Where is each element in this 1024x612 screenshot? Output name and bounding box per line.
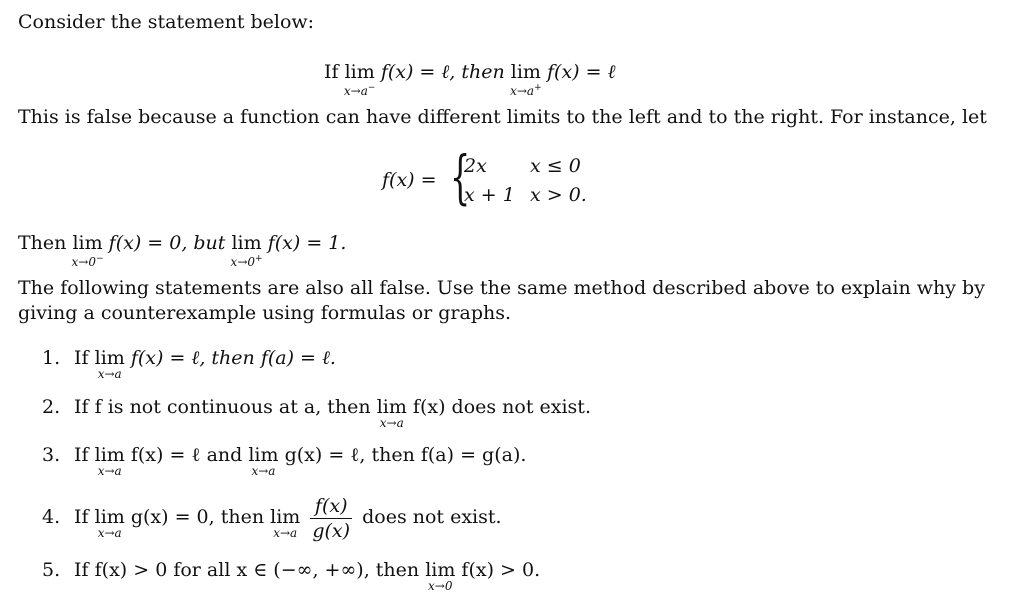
item-limit-2: lim x→a <box>270 506 301 540</box>
item-text: g(x) = ℓ, then f(a) = g(a). <box>284 444 527 466</box>
instructions-line1: The following statements are also all false. Use the same method described above to explain why by <box>18 277 985 299</box>
list-item <box>42 558 541 593</box>
limit-right: lim x→a+ <box>510 61 542 98</box>
item-limit: lim x→0 <box>425 559 456 593</box>
case2-expression: x + 1 <box>464 184 515 206</box>
item-limit: lim x→a <box>376 396 407 430</box>
statement-if: If <box>324 61 339 83</box>
fraction-denominator: g(x) <box>312 519 351 542</box>
item-text: If <box>74 506 89 528</box>
list-item <box>42 346 336 381</box>
item-text: If f is not continuous at a, then <box>74 396 371 418</box>
item-limit: lim x→a <box>94 506 125 540</box>
case2-condition: x > 0. <box>530 184 587 206</box>
item-limit: lim x→a <box>94 444 125 478</box>
item-text: If f(x) > 0 for all x ∈ (−∞, +∞), then <box>74 559 420 581</box>
list-item <box>42 492 502 542</box>
then-line <box>18 231 347 269</box>
item-number: 2. <box>42 396 61 418</box>
explanation-text: This is false because a function can have different limits to the left and to the right. For instance, let <box>18 106 987 128</box>
statement-mid: f(x) = ℓ, then <box>380 61 505 83</box>
item-number: 4. <box>42 506 61 528</box>
item-limit-2: lim x→a <box>248 444 279 478</box>
statement-end: f(x) = ℓ <box>547 61 616 83</box>
instructions-line2: giving a counterexample using formulas or graphs. <box>18 302 512 324</box>
item-text: f(x) > 0. <box>461 559 541 581</box>
limit-left: lim x→a− <box>343 61 376 98</box>
item-text: If <box>74 347 89 369</box>
item-number: 1. <box>42 347 61 369</box>
list-item <box>42 395 591 430</box>
then-end: f(x) = 1. <box>267 232 347 254</box>
fraction-numerator: f(x) <box>310 495 352 519</box>
then-mid: f(x) = 0, but <box>108 232 226 254</box>
item-text: If <box>74 444 89 466</box>
item-text: f(x) = ℓ and <box>130 444 243 466</box>
then-limit-left: lim x→0− <box>71 232 104 269</box>
fraction <box>310 495 352 542</box>
piecewise-brace: { <box>450 143 471 211</box>
then-word: Then <box>18 232 67 254</box>
item-text: f(x) = ℓ, then f(a) = ℓ. <box>130 347 336 369</box>
item-text: f(x) does not exist. <box>412 396 591 418</box>
then-limit-right: lim x→0+ <box>230 232 263 269</box>
statement-line <box>324 60 616 98</box>
item-number: 5. <box>42 559 61 581</box>
case1-condition: x ≤ 0 <box>530 155 581 177</box>
item-text: g(x) = 0, then <box>130 506 265 528</box>
piecewise-lhs: f(x) = <box>382 169 437 191</box>
item-number: 3. <box>42 444 61 466</box>
item-limit: lim x→a <box>94 347 125 381</box>
item-text: does not exist. <box>362 506 502 528</box>
intro-text: Consider the statement below: <box>18 11 315 33</box>
list-item <box>42 443 527 478</box>
case1-expression: 2x <box>464 155 487 177</box>
